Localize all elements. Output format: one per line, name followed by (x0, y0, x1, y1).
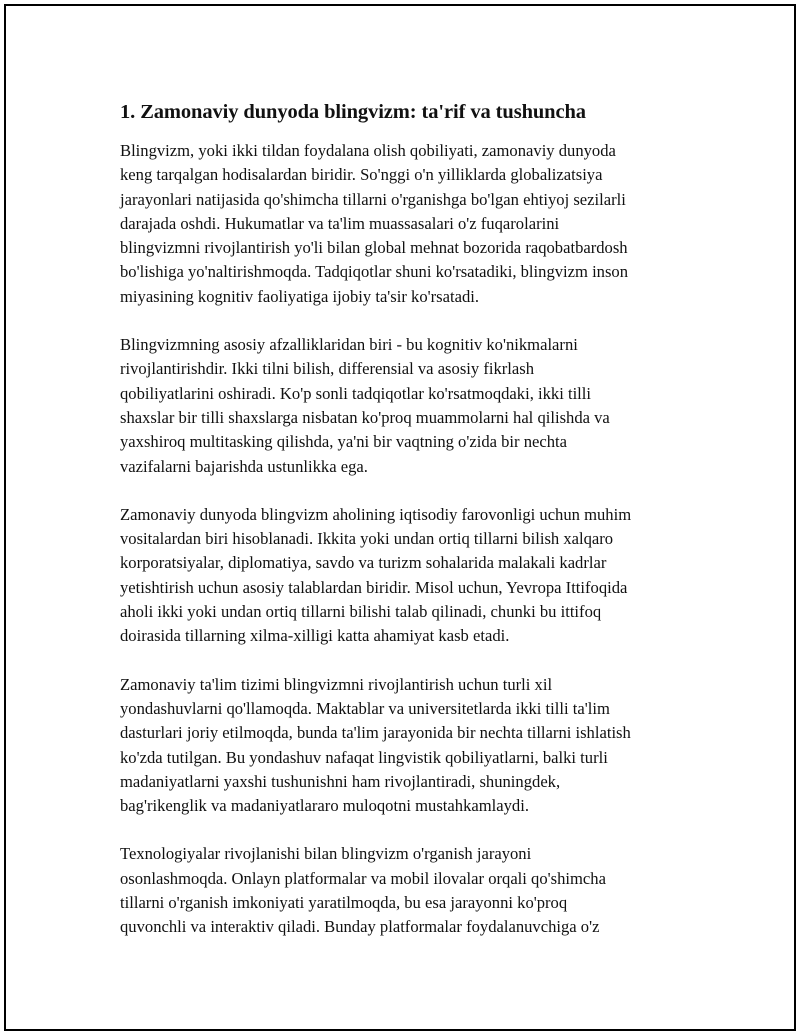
paragraph-3 (120, 503, 700, 649)
text-line: Texnologiyalar rivojlanishi bilan blingvizm o'rganish jarayoni (120, 844, 532, 864)
text-line: rivojlantirishdir. Ikki tilni bilish, differensial va asosiy fikrlash (120, 359, 535, 379)
paragraph-5 (120, 842, 700, 939)
text-line: osonlashmoqda. Onlayn platformalar va mobil ilovalar orqali qo'shimcha (120, 868, 606, 888)
text-line: keng tarqalgan hodisalardan biridir. So'nggi o'n yilliklarda globalizatsiya (120, 165, 603, 185)
text-line: shaxslar bir tilli shaxslarga nisbatan ko'proq muammolarni hal qilishda va (120, 407, 610, 427)
text-line: madaniyatlarni yaxshi tushunishni ham rivojlantiradi, shuningdek, (120, 771, 561, 791)
text-line: Blingvizmning asosiy afzalliklaridan biri - bu kognitiv ko'nikmalarni (120, 335, 578, 355)
page-frame (4, 4, 796, 1031)
section-heading: 1. Zamonaviy dunyoda blingvizm: ta'rif va tushuncha (120, 101, 586, 123)
text-line: yondashuvlarni qo'llamoqda. Maktablar va universitetlarda ikki tilli ta'lim (120, 698, 610, 718)
text-line: korporatsiyalar, diplomatiya, savdo va turizm sohalarida malakali kadrlar (120, 553, 607, 573)
text-line: yaxshiroq multitasking qilishda, ya'ni bir vaqtning o'zida bir nechta (120, 432, 568, 452)
text-line: quvonchli va interaktiv qiladi. Bunday platformalar foydalanuvchiga o'z (120, 917, 600, 937)
text-line: doirasida tillarning xilma-xilligi katta ahamiyat kasb etadi. (120, 626, 510, 646)
text-line: Zamonaviy ta'lim tizimi blingvizmni rivojlantirish uchun turli xil (120, 674, 553, 694)
text-line: Blingvizm, yoki ikki tildan foydalana olish qobiliyati, zamonaviy dunyoda (120, 141, 616, 160)
text-line: vositalardan biri hisoblanadi. Ikkita yoki undan ortiq tillarni bilish xalqaro (120, 529, 614, 549)
text-line: qobiliyatlarini oshiradi. Ko'p sonli tadqiqotlar ko'rsatmoqdaki, ikki tilli (120, 383, 592, 403)
text-line: aholi ikki yoki undan ortiq tillarni bilishi talab qilinadi, chunki bu ittifoq (120, 602, 602, 622)
text-line: vazifalarni bajarishda ustunlikka ega. (120, 456, 368, 476)
paragraph-1 (120, 139, 700, 309)
document-body (120, 98, 700, 964)
text-line: bag'rikenglik va madaniyatlararo muloqotni mustahkamlaydi. (120, 796, 529, 816)
text-line: miyasining kognitiv faoliyatiga ijobiy ta'sir ko'rsatadi. (120, 286, 480, 306)
text-line: blingvizmni rivojlantirish yo'li bilan global mehnat bozorida raqobatbardosh (120, 238, 628, 258)
paragraph-4 (120, 673, 700, 819)
text-line: ko'zda tutilgan. Bu yondashuv nafaqat lingvistik qobiliyatlarni, balki turli (120, 747, 608, 767)
text-line: dasturlari joriy etilmoqda, bunda ta'lim jarayonida bir nechta tillarni ishlatish (120, 723, 631, 743)
text-line: tillarni o'rganish imkoniyati yaratilmoqda, bu esa jarayonni ko'proq (120, 893, 568, 913)
text-line: bo'lishiga yo'naltirishmoqda. Tadqiqotlar shuni ko'rsatadiki, blingvizm inson (120, 262, 629, 282)
text-line: darajada oshdi. Hukumatlar va ta'lim muassasalari o'z fuqarolarini (120, 213, 560, 233)
text-line: jarayonlari natijasida qo'shimcha tillarni o'rganishga bo'lgan ehtiyoj sezilarli (120, 189, 626, 209)
paragraph-2 (120, 333, 700, 479)
text-line: yetishtirish uchun asosiy talablardan biridir. Misol uchun, Yevropa Ittifoqida (120, 577, 628, 597)
text-line: Zamonaviy dunyoda blingvizm aholining iqtisodiy farovonligi uchun muhim (120, 504, 632, 524)
